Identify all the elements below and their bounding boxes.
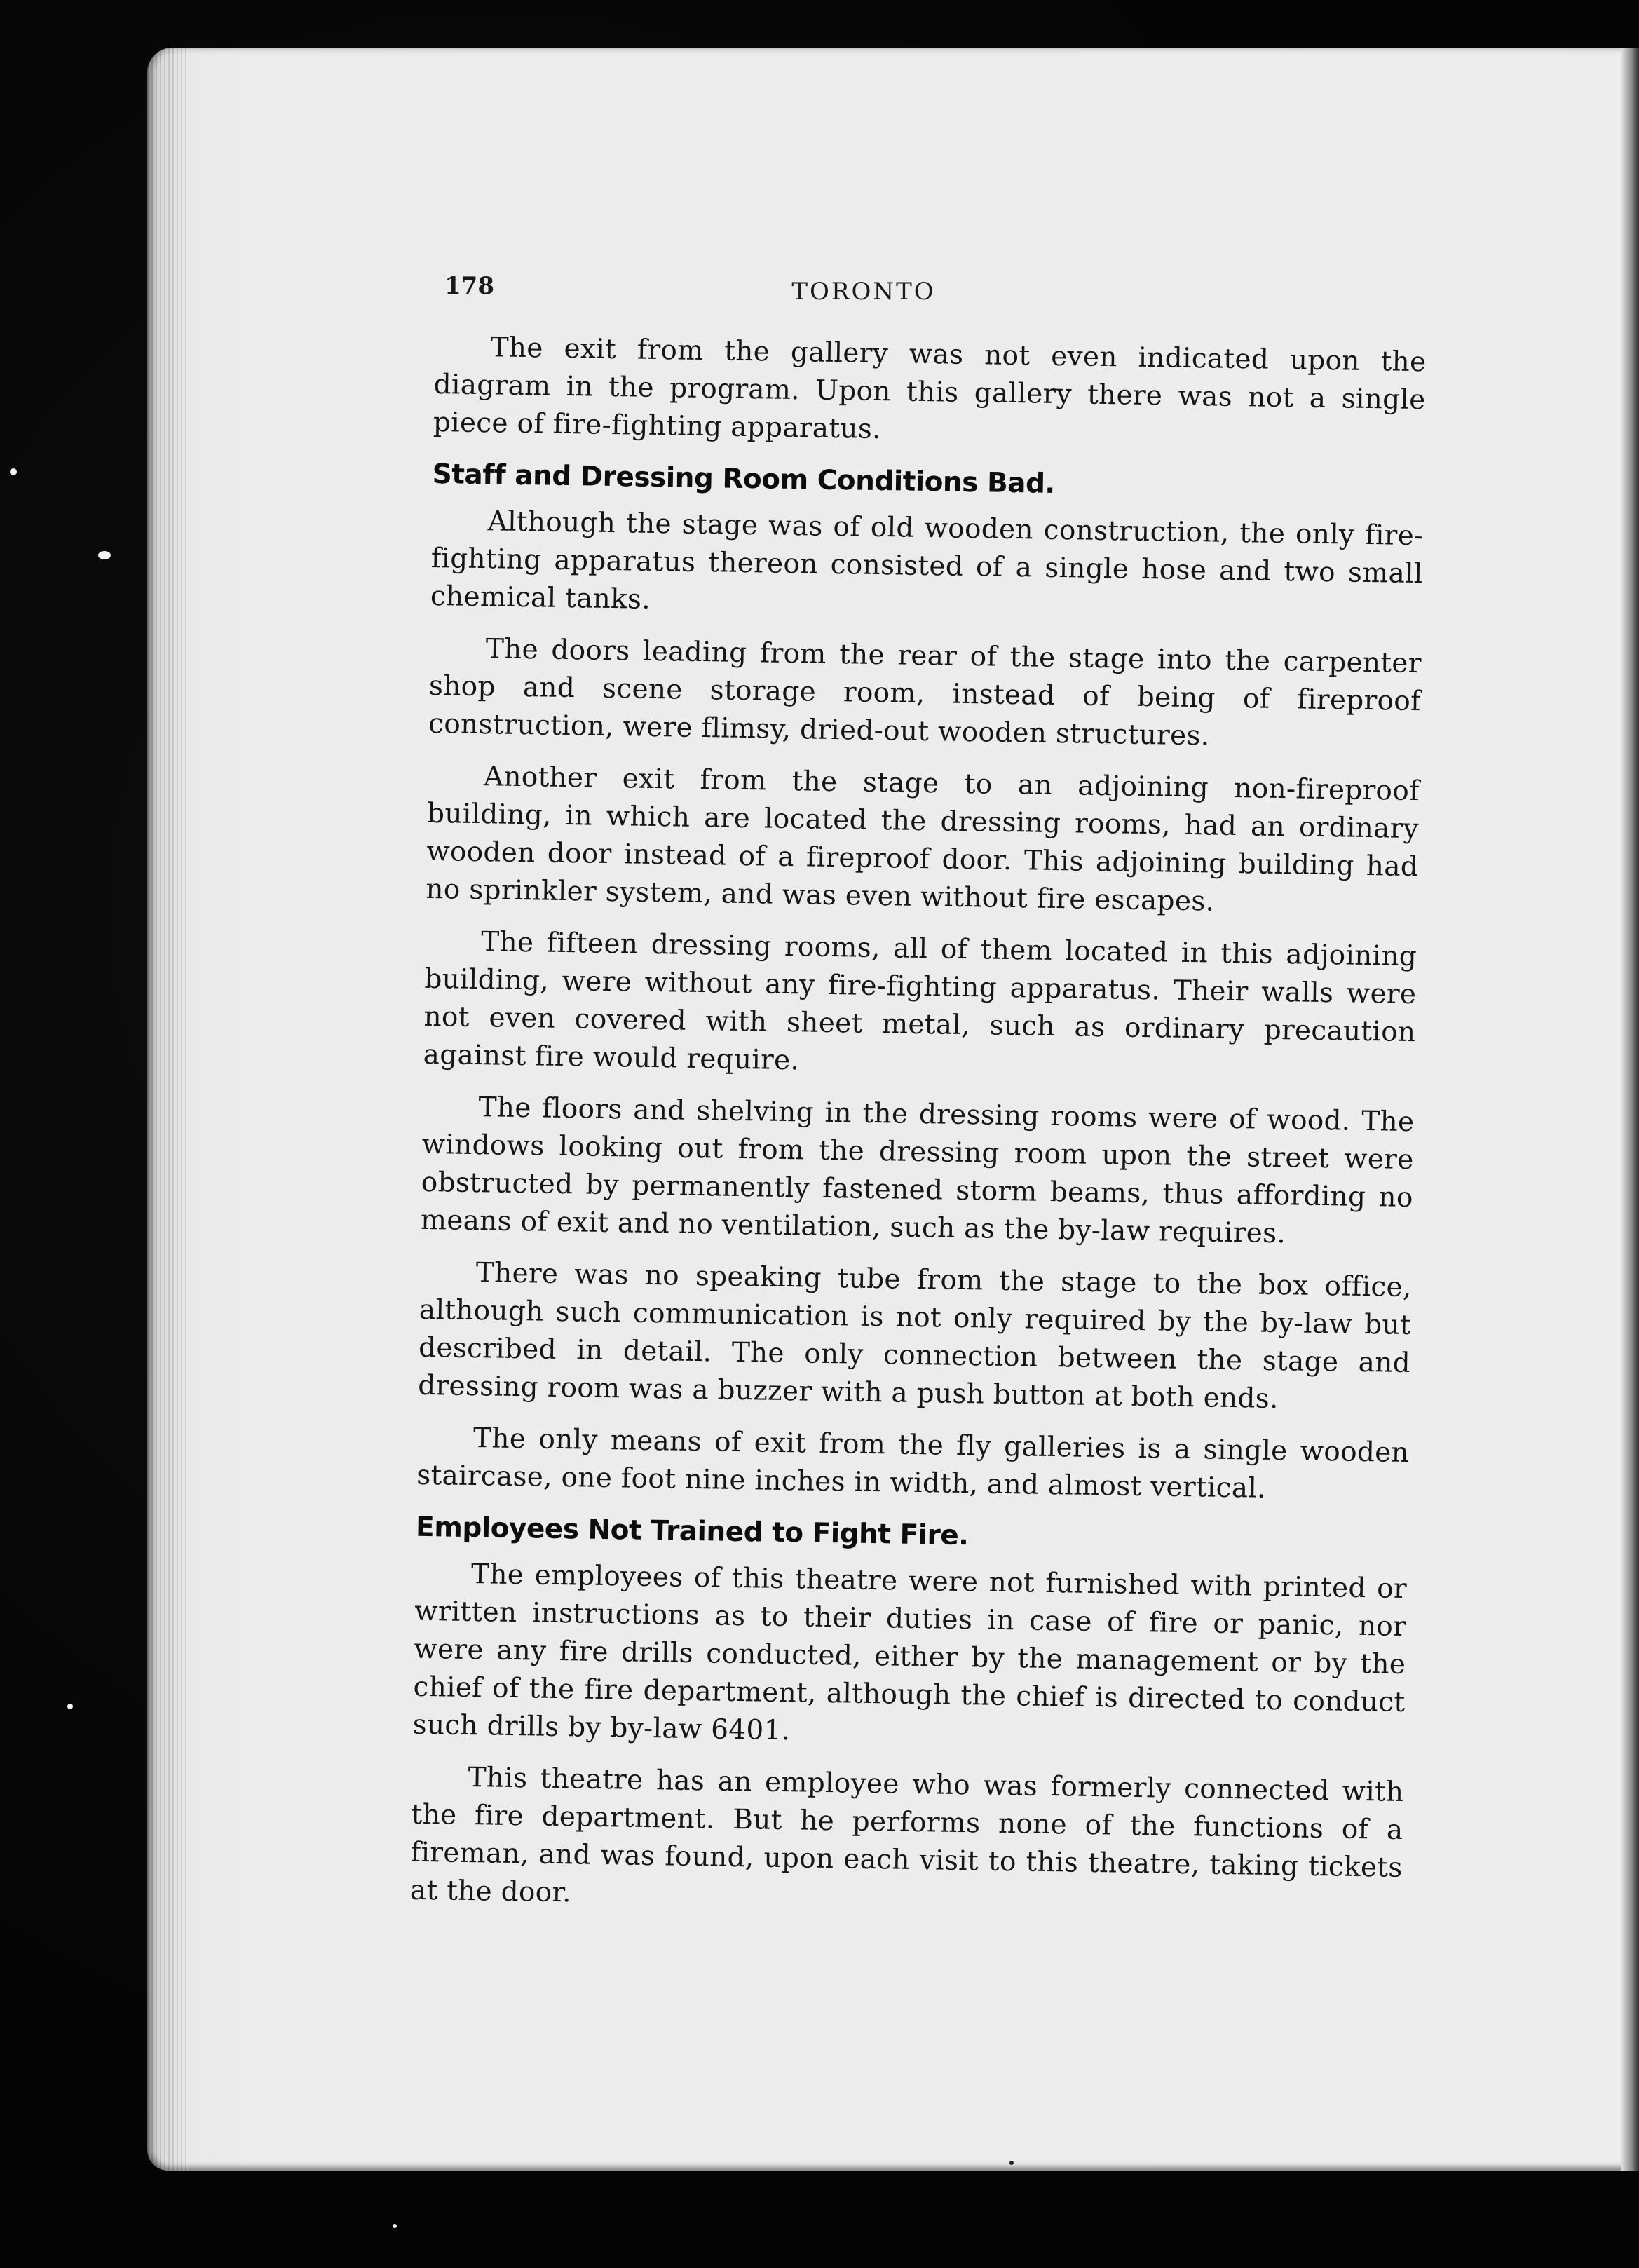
section-heading: Staff and Dressing Room Conditions Bad. bbox=[432, 458, 1056, 500]
paragraph: Another exit from the stage to an adjoining non-fireproof building, in which are located the dressing rooms, had an ordinary wooden door instead of a fireproof door. This adjoining building had no sprinkler system, and was even without fire escapes. bbox=[426, 761, 1420, 918]
paragraph: The only means of exit from the fly galleries is a single wooden staircase, one foot nine inches in width, and almost vertical. bbox=[416, 1422, 1410, 1505]
scan-speck bbox=[98, 551, 111, 559]
section-heading: Employees Not Trained to Fight Fire. bbox=[415, 1511, 969, 1552]
scan-speck bbox=[67, 1704, 73, 1709]
ink-dot bbox=[1009, 2161, 1014, 2165]
page-header bbox=[296, 272, 1431, 314]
page-gutter bbox=[1621, 48, 1639, 2171]
paragraph: The exit from the gallery was not even indicated upon the diagram in the program. Upon this gallery there was not a single piece of fire-fighting apparatus. bbox=[433, 332, 1427, 446]
scan-speck bbox=[393, 2224, 397, 2228]
text-column bbox=[409, 328, 1427, 1939]
paragraph: The doors leading from the rear of the stage into the carpenter shop and scene storage room, instead of being of fireproof construction, were flimsy, dried-out wooden structures. bbox=[428, 633, 1422, 752]
paragraph: The employees of this theatre were not furnished with printed or written instructions as to their duties in case of fire or panic, nor were any fire drills conducted, either by the management or by the chief of the fire department, although the chief is directed to conduct such drills by by-law 6401. bbox=[412, 1559, 1408, 1747]
scan-speck bbox=[10, 468, 17, 475]
paragraph: This theatre has an employee who was formerly connected with the fire department. But he performs none of the functions of a fireman, and was found, upon each visit to this theatre, taking tickets at the door. bbox=[409, 1762, 1404, 1909]
paragraph: The fifteen dressing rooms, all of them located in this adjoining building, were without any fire-fighting apparatus. Their walls were not even covered with sheet metal, such as ordinary precaution against fire would require. bbox=[423, 926, 1417, 1077]
paragraph: There was no speaking tube from the stage to the box office, although such communication is not only required by the by-law but described in detail. The only connection between the stage and dressing room was a buzzer with a push button at both ends. bbox=[417, 1257, 1413, 1415]
page-edge-shading bbox=[147, 48, 189, 2171]
running-head: TORONTO bbox=[791, 278, 936, 306]
page-number: 178 bbox=[444, 272, 494, 300]
paragraph: Although the stage was of old wooden construction, the only fire-fighting apparatus thereon consisted of a single hose and two small chemical tanks. bbox=[430, 505, 1424, 616]
paragraph: The floors and shelving in the dressing rooms were of wood. The windows looking out from the dressing room upon the street were obstructed by permanently fastened storm beams, thus affording no means of exit and no ventilation, such as the by-law requires. bbox=[420, 1092, 1415, 1250]
